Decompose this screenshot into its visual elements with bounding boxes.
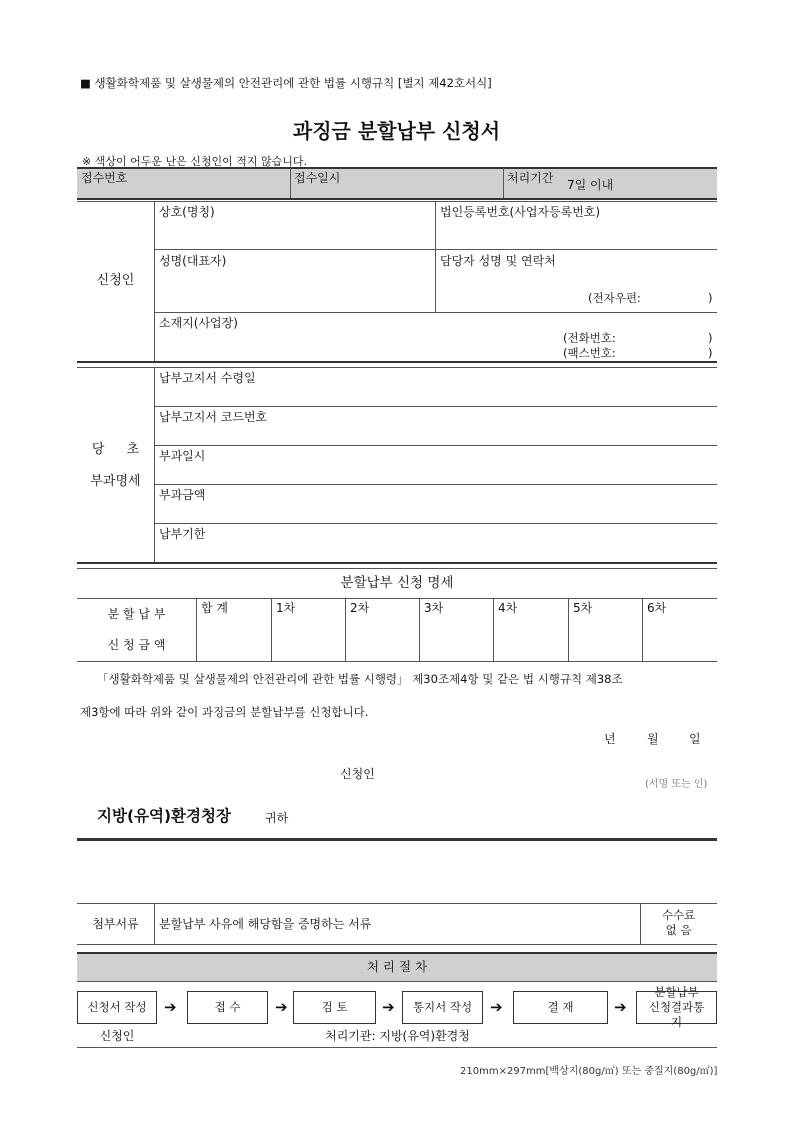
signer-label: 신청인 <box>340 767 375 781</box>
processing-period-value: 7일 이내 <box>567 178 614 192</box>
statement-line-1: 「생활화학제품 및 살생물제의 안전관리에 관한 법률 시행령」 제30조제4항 및 같은 법 시행규칙 제38조 <box>97 672 623 686</box>
installment-col-3: 3차 <box>424 601 444 615</box>
notice-code-label: 납부고지서 코드번호 <box>159 410 268 424</box>
receipt-date-label: 접수일시 <box>294 171 341 185</box>
arrow-right-icon: ➔ <box>275 998 288 1016</box>
page-title: 과징금 분할납부 신청서 <box>292 119 501 143</box>
installment-col-6: 6차 <box>647 601 667 615</box>
email-label: (전자우편: <box>588 291 641 305</box>
applicant-section-label: 신청인 <box>96 273 135 288</box>
arrow-right-icon: ➔ <box>164 998 177 1016</box>
installment-col-total: 합 계 <box>201 601 228 615</box>
fee-label: 수수료 <box>661 908 696 922</box>
due-date-label: 납부기한 <box>159 527 206 541</box>
date-day-label: 일 <box>689 732 701 746</box>
contact-person-label: 담당자 성명 및 연락처 <box>440 254 556 268</box>
procedure-heading: 처 리 절 차 <box>366 959 428 974</box>
statement-line-2: 제3항에 따라 위와 같이 과징금의 분할납부를 신청합니다. <box>80 705 369 719</box>
installment-col-1: 1차 <box>276 601 296 615</box>
form-reference-note: ■ 생활화학제품 및 살생물제의 안전관리에 관한 법률 시행규칙 [별지 제42호서식] <box>80 76 492 90</box>
installment-row-label-1: 분 할 납 부 <box>107 607 166 621</box>
fee-value: 없 음 <box>665 923 692 937</box>
arrow-right-icon: ➔ <box>614 998 627 1016</box>
attachment-label: 첨부서류 <box>92 917 139 931</box>
fax-label: (팩스번호: <box>563 346 616 360</box>
installment-col-2: 2차 <box>350 601 370 615</box>
receipt-row <box>77 168 717 198</box>
installment-heading: 분할납부 신청 명세 <box>340 575 454 591</box>
corp-reg-number-label: 법인등록번호(사업자등록번호) <box>440 205 601 219</box>
step-label: 접 수 <box>214 1000 241 1015</box>
installment-row-label-2: 신 청 금 액 <box>107 638 166 652</box>
date-month-label: 월 <box>647 732 659 746</box>
notice-receipt-date-label: 납부고지서 수령일 <box>159 371 256 385</box>
fax-close: ) <box>708 346 713 360</box>
receipt-number-label: 접수번호 <box>81 171 128 185</box>
step-notice-writing <box>402 991 483 1024</box>
paper-spec-footer: 210mm×297mm[백상지(80g/㎡) 또는 중질지(80g/㎡)] <box>460 1066 718 1077</box>
phone-close: ) <box>708 331 713 345</box>
step-approval <box>513 991 608 1024</box>
processing-period-label: 처리기간 <box>507 171 554 185</box>
step-label: 검 토 <box>321 1000 348 1015</box>
recipient-office: 지방(유역)환경청장 <box>97 807 231 825</box>
installment-col-5: 5차 <box>573 601 593 615</box>
imposed-date-label: 부과일시 <box>159 449 206 463</box>
applicant-role-label: 신청인 <box>99 1029 135 1043</box>
attachment-content: 분할납부 사유에 해당함을 증명하는 서류 <box>159 917 372 931</box>
step-label: 분할납부 신청결과통지 <box>648 985 705 1029</box>
address-label: 소재지(사업장) <box>159 316 238 330</box>
step-label: 신청서 작성 <box>87 1000 147 1015</box>
step-label: 결 재 <box>547 1000 574 1015</box>
step-application-writing <box>77 991 157 1024</box>
original-section-label-2: 부과명세 <box>90 474 141 489</box>
agency-role-label: 처리기관: 지방(유역)환경청 <box>325 1029 470 1043</box>
email-close: ) <box>708 291 713 305</box>
imposed-amount-label: 부과금액 <box>159 488 206 502</box>
recipient-honorific: 귀하 <box>265 811 289 825</box>
original-section-label-1: 당 초 <box>91 442 140 457</box>
phone-label: (전화번호: <box>563 331 616 345</box>
step-review <box>293 991 376 1024</box>
step-result-notice <box>636 985 717 1029</box>
step-label: 통지서 작성 <box>412 1000 473 1015</box>
date-year-label: 년 <box>604 732 616 746</box>
company-name-label: 상호(명칭) <box>159 205 215 219</box>
installment-col-4: 4차 <box>498 601 518 615</box>
arrow-right-icon: ➔ <box>382 998 395 1016</box>
signature-hint: (서명 또는 인) <box>645 779 708 790</box>
step-receipt <box>187 991 268 1024</box>
arrow-right-icon: ➔ <box>490 998 503 1016</box>
representative-name-label: 성명(대표자) <box>159 254 227 268</box>
shade-note: ※ 색상이 어두운 난은 신청인이 적지 않습니다. <box>82 155 307 168</box>
